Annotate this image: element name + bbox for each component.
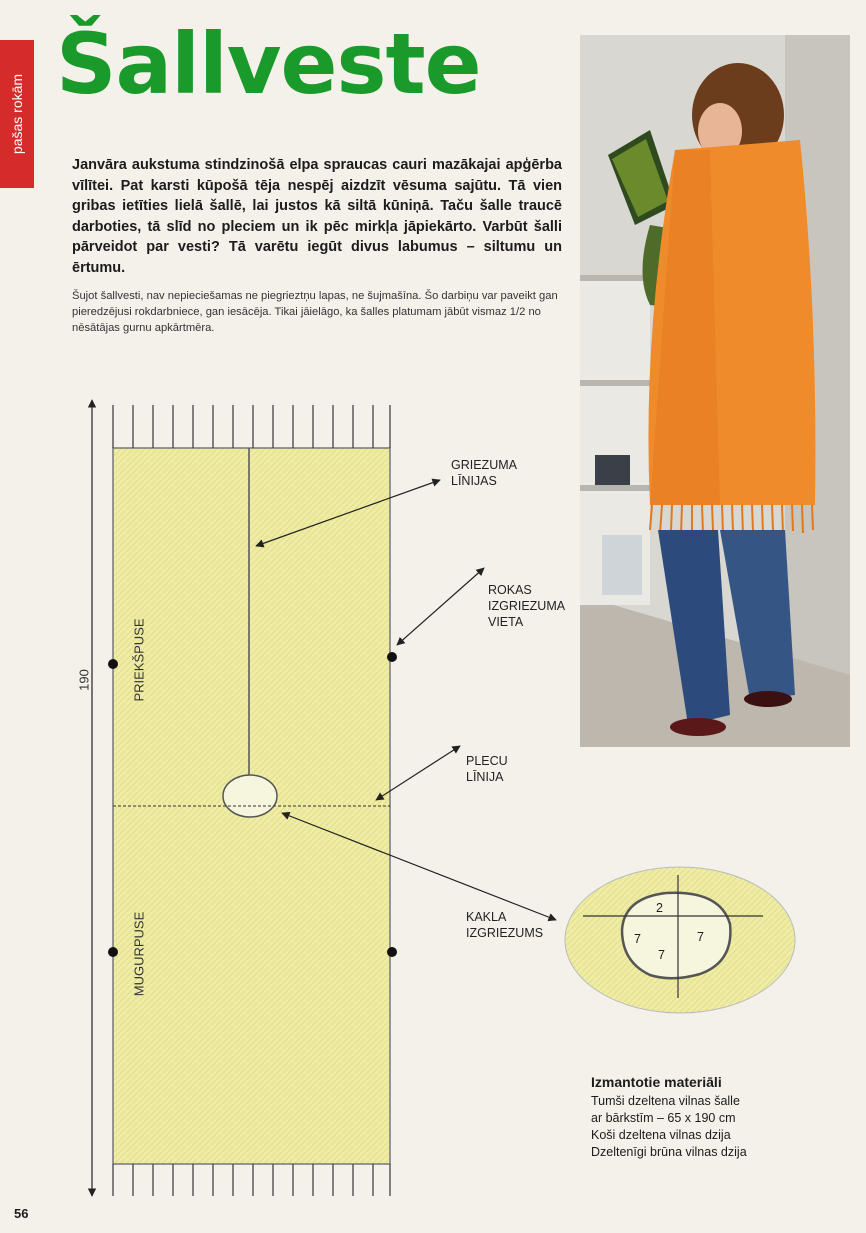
materials-line: ar bārkstīm – 65 x 190 cm [591,1111,736,1125]
neck-measure-right: 7 [697,930,704,944]
page-title: Šallveste [56,15,481,113]
top-fringe [113,405,390,448]
armhole-dot [108,659,118,669]
arrow-armhole [397,568,484,645]
armhole-dot [387,947,397,957]
armhole-dot [108,947,118,957]
materials-line: Tumši dzeltena vilnas šalle [591,1094,740,1108]
intro-paragraph: Janvāra aukstuma stindzinošā elpa spraucas cauri mazākajai apģērba vīlītei. Pat karsti kūpošā tēja nespēj aizdzīt vēsuma sajūtu. Tā vien gribas ietīties lielā šallē, lai justos kā siltā kūniņā. Taču šalle traucē darboties, tā slīd no pleciem un ik pēc mirkļa jāpiekārto. Varbūt šalli pārveidot par vesti? Tā varētu iegūt divus labumus – siltumu un ērtumu. [72,157,562,276]
front-label: PRIEKŠPUSE [131,618,147,702]
neck-measure-bottom: 7 [658,948,665,962]
label-armhole: ROKAS IZGRIEZUMA VIETA [488,583,566,629]
body-paragraph: Šujot šallvesti, nav nepieciešamas ne piegrieztņu lapas, ne šujmašīna. Šo darbiņu var paveikt gan pieredzējusi rokdarbniece, gan iesācēja. Tikai jāielāgo, ka šalles platumam jābūt vismaz 1/2 no nēsātājas gurnu apkārtmēra. [72,290,558,334]
materials-box [591,1074,831,1161]
dimension-label: 190 [76,669,92,691]
materials-line: Dzeltenīgi brūna vilnas dzija [591,1145,747,1159]
section-tab-label: pašas rokām [9,73,25,155]
materials-heading: Izmantotie materiāli [591,1074,722,1090]
label-cut-lines: GRIEZUMA LĪNIJAS [451,458,517,488]
label-shoulder: PLECU LĪNIJA [466,754,508,784]
bottom-fringe [113,1164,390,1196]
page-number: 56 [14,1206,29,1221]
materials-line: Koši dzeltena vilnas dzija [591,1128,731,1142]
neck-measure-left: 7 [634,932,641,946]
label-neckline: KAKLA IZGRIEZUMS [466,910,544,940]
neck-hole [223,775,277,817]
back-label: MUGURPUSE [131,911,147,997]
neck-measure-top: 2 [656,901,663,915]
armhole-dot [387,652,397,662]
